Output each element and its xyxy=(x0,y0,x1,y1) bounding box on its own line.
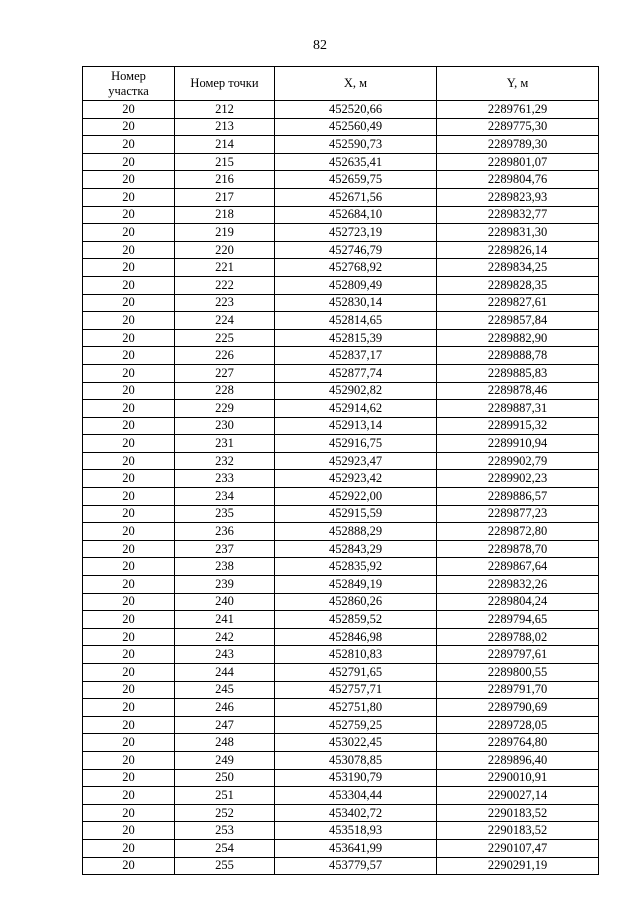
table-row xyxy=(83,611,599,629)
cell-x: 452877,74 xyxy=(275,364,437,382)
cell-y: 2289878,70 xyxy=(437,540,599,558)
cell-point-number: 253 xyxy=(175,822,275,840)
cell-y: 2289804,24 xyxy=(437,593,599,611)
cell-x: 452859,52 xyxy=(275,611,437,629)
cell-plot-number: 20 xyxy=(83,540,175,558)
cell-point-number: 220 xyxy=(175,241,275,259)
cell-point-number: 234 xyxy=(175,488,275,506)
header-plot-line1: Номер xyxy=(111,68,146,83)
cell-y: 2289823,93 xyxy=(437,188,599,206)
table-row xyxy=(83,857,599,875)
cell-y: 2289857,84 xyxy=(437,312,599,330)
cell-point-number: 222 xyxy=(175,276,275,294)
table-row xyxy=(83,101,599,119)
cell-point-number: 240 xyxy=(175,593,275,611)
cell-y: 2289831,30 xyxy=(437,224,599,242)
cell-point-number: 244 xyxy=(175,664,275,682)
table-row xyxy=(83,804,599,822)
table-row xyxy=(83,364,599,382)
table-body xyxy=(83,101,599,875)
cell-plot-number: 20 xyxy=(83,347,175,365)
cell-x: 452520,66 xyxy=(275,101,437,119)
table-row xyxy=(83,118,599,136)
cell-plot-number: 20 xyxy=(83,329,175,347)
table-row xyxy=(83,188,599,206)
header-plot-line2: участка xyxy=(108,83,149,98)
cell-x: 452635,41 xyxy=(275,153,437,171)
cell-x: 452837,17 xyxy=(275,347,437,365)
table-row xyxy=(83,153,599,171)
cell-y: 2289828,35 xyxy=(437,276,599,294)
cell-point-number: 237 xyxy=(175,540,275,558)
table-row xyxy=(83,558,599,576)
cell-y: 2289797,61 xyxy=(437,646,599,664)
cell-y: 2289888,78 xyxy=(437,347,599,365)
cell-plot-number: 20 xyxy=(83,206,175,224)
cell-y: 2289867,64 xyxy=(437,558,599,576)
table-row xyxy=(83,294,599,312)
cell-x: 452888,29 xyxy=(275,523,437,541)
cell-point-number: 217 xyxy=(175,188,275,206)
cell-x: 452757,71 xyxy=(275,681,437,699)
cell-x: 452746,79 xyxy=(275,241,437,259)
cell-y: 2289794,65 xyxy=(437,611,599,629)
table-row xyxy=(83,312,599,330)
cell-plot-number: 20 xyxy=(83,857,175,875)
cell-point-number: 231 xyxy=(175,435,275,453)
cell-y: 2289878,46 xyxy=(437,382,599,400)
header-y: Y, м xyxy=(437,67,599,101)
cell-y: 2289915,32 xyxy=(437,417,599,435)
cell-plot-number: 20 xyxy=(83,769,175,787)
cell-y: 2290027,14 xyxy=(437,787,599,805)
table-row xyxy=(83,435,599,453)
table-row xyxy=(83,751,599,769)
cell-y: 2289804,76 xyxy=(437,171,599,189)
cell-point-number: 243 xyxy=(175,646,275,664)
cell-point-number: 213 xyxy=(175,118,275,136)
cell-x: 453078,85 xyxy=(275,751,437,769)
cell-y: 2289800,55 xyxy=(437,664,599,682)
cell-plot-number: 20 xyxy=(83,558,175,576)
table-row xyxy=(83,488,599,506)
cell-x: 452684,10 xyxy=(275,206,437,224)
table-row xyxy=(83,787,599,805)
table-row xyxy=(83,347,599,365)
cell-point-number: 219 xyxy=(175,224,275,242)
cell-point-number: 224 xyxy=(175,312,275,330)
cell-plot-number: 20 xyxy=(83,505,175,523)
cell-plot-number: 20 xyxy=(83,593,175,611)
cell-plot-number: 20 xyxy=(83,681,175,699)
cell-x: 452923,47 xyxy=(275,452,437,470)
cell-x: 452810,83 xyxy=(275,646,437,664)
cell-y: 2289728,05 xyxy=(437,716,599,734)
cell-x: 452849,19 xyxy=(275,576,437,594)
table-row xyxy=(83,259,599,277)
table-row xyxy=(83,540,599,558)
cell-plot-number: 20 xyxy=(83,136,175,154)
cell-x: 452659,75 xyxy=(275,171,437,189)
cell-plot-number: 20 xyxy=(83,241,175,259)
cell-y: 2290291,19 xyxy=(437,857,599,875)
cell-point-number: 218 xyxy=(175,206,275,224)
table-row xyxy=(83,628,599,646)
cell-point-number: 226 xyxy=(175,347,275,365)
cell-plot-number: 20 xyxy=(83,118,175,136)
cell-x: 452902,82 xyxy=(275,382,437,400)
cell-x: 452835,92 xyxy=(275,558,437,576)
cell-point-number: 239 xyxy=(175,576,275,594)
table-row xyxy=(83,400,599,418)
cell-y: 2289910,94 xyxy=(437,435,599,453)
cell-x: 452830,14 xyxy=(275,294,437,312)
cell-y: 2289761,29 xyxy=(437,101,599,119)
cell-plot-number: 20 xyxy=(83,364,175,382)
cell-plot-number: 20 xyxy=(83,435,175,453)
cell-point-number: 238 xyxy=(175,558,275,576)
cell-y: 2289832,77 xyxy=(437,206,599,224)
cell-y: 2289790,69 xyxy=(437,699,599,717)
cell-y: 2289896,40 xyxy=(437,751,599,769)
cell-plot-number: 20 xyxy=(83,294,175,312)
cell-x: 452768,92 xyxy=(275,259,437,277)
cell-point-number: 255 xyxy=(175,857,275,875)
cell-x: 452671,56 xyxy=(275,188,437,206)
cell-y: 2290183,52 xyxy=(437,804,599,822)
header-plot-number xyxy=(83,67,175,101)
cell-plot-number: 20 xyxy=(83,646,175,664)
cell-y: 2290183,52 xyxy=(437,822,599,840)
cell-point-number: 249 xyxy=(175,751,275,769)
cell-x: 452846,98 xyxy=(275,628,437,646)
cell-point-number: 245 xyxy=(175,681,275,699)
cell-point-number: 230 xyxy=(175,417,275,435)
cell-plot-number: 20 xyxy=(83,751,175,769)
cell-x: 452923,42 xyxy=(275,470,437,488)
table-row xyxy=(83,241,599,259)
cell-point-number: 251 xyxy=(175,787,275,805)
table-row xyxy=(83,523,599,541)
cell-point-number: 216 xyxy=(175,171,275,189)
cell-y: 2289877,23 xyxy=(437,505,599,523)
cell-plot-number: 20 xyxy=(83,452,175,470)
cell-plot-number: 20 xyxy=(83,699,175,717)
cell-x: 453304,44 xyxy=(275,787,437,805)
cell-point-number: 214 xyxy=(175,136,275,154)
table-row xyxy=(83,699,599,717)
cell-point-number: 221 xyxy=(175,259,275,277)
cell-plot-number: 20 xyxy=(83,822,175,840)
cell-y: 2289826,14 xyxy=(437,241,599,259)
cell-point-number: 223 xyxy=(175,294,275,312)
cell-x: 452560,49 xyxy=(275,118,437,136)
table-row xyxy=(83,206,599,224)
cell-x: 452915,59 xyxy=(275,505,437,523)
cell-plot-number: 20 xyxy=(83,382,175,400)
cell-y: 2289791,70 xyxy=(437,681,599,699)
table-row xyxy=(83,716,599,734)
cell-x: 452914,62 xyxy=(275,400,437,418)
cell-plot-number: 20 xyxy=(83,734,175,752)
cell-plot-number: 20 xyxy=(83,576,175,594)
cell-y: 2289788,02 xyxy=(437,628,599,646)
cell-point-number: 235 xyxy=(175,505,275,523)
cell-point-number: 248 xyxy=(175,734,275,752)
cell-y: 2289789,30 xyxy=(437,136,599,154)
cell-x: 452815,39 xyxy=(275,329,437,347)
table-row xyxy=(83,276,599,294)
cell-x: 453022,45 xyxy=(275,734,437,752)
coordinates-table xyxy=(82,66,599,875)
cell-plot-number: 20 xyxy=(83,488,175,506)
cell-point-number: 246 xyxy=(175,699,275,717)
table-row xyxy=(83,417,599,435)
table-header-row xyxy=(83,67,599,101)
cell-y: 2289886,57 xyxy=(437,488,599,506)
cell-plot-number: 20 xyxy=(83,716,175,734)
cell-plot-number: 20 xyxy=(83,276,175,294)
page-number: 82 xyxy=(313,38,327,53)
cell-y: 2289902,23 xyxy=(437,470,599,488)
cell-plot-number: 20 xyxy=(83,400,175,418)
table-row xyxy=(83,646,599,664)
cell-point-number: 215 xyxy=(175,153,275,171)
cell-y: 2289832,26 xyxy=(437,576,599,594)
header-x: X, м xyxy=(275,67,437,101)
table-row xyxy=(83,681,599,699)
cell-point-number: 247 xyxy=(175,716,275,734)
table-row xyxy=(83,734,599,752)
table-row xyxy=(83,839,599,857)
cell-plot-number: 20 xyxy=(83,153,175,171)
cell-plot-number: 20 xyxy=(83,839,175,857)
cell-plot-number: 20 xyxy=(83,312,175,330)
cell-point-number: 252 xyxy=(175,804,275,822)
cell-plot-number: 20 xyxy=(83,417,175,435)
cell-x: 452860,26 xyxy=(275,593,437,611)
cell-point-number: 228 xyxy=(175,382,275,400)
cell-x: 452590,73 xyxy=(275,136,437,154)
cell-x: 452916,75 xyxy=(275,435,437,453)
cell-point-number: 229 xyxy=(175,400,275,418)
cell-y: 2290010,91 xyxy=(437,769,599,787)
cell-plot-number: 20 xyxy=(83,664,175,682)
cell-point-number: 232 xyxy=(175,452,275,470)
cell-plot-number: 20 xyxy=(83,611,175,629)
cell-point-number: 250 xyxy=(175,769,275,787)
cell-x: 452809,49 xyxy=(275,276,437,294)
cell-x: 452723,19 xyxy=(275,224,437,242)
cell-x: 453779,57 xyxy=(275,857,437,875)
cell-x: 452814,65 xyxy=(275,312,437,330)
table-row xyxy=(83,136,599,154)
cell-x: 452759,25 xyxy=(275,716,437,734)
cell-y: 2289775,30 xyxy=(437,118,599,136)
cell-y: 2289834,25 xyxy=(437,259,599,277)
cell-x: 453190,79 xyxy=(275,769,437,787)
cell-point-number: 241 xyxy=(175,611,275,629)
cell-x: 452922,00 xyxy=(275,488,437,506)
cell-y: 2289872,80 xyxy=(437,523,599,541)
cell-y: 2289801,07 xyxy=(437,153,599,171)
table-row xyxy=(83,329,599,347)
cell-plot-number: 20 xyxy=(83,523,175,541)
cell-plot-number: 20 xyxy=(83,224,175,242)
table-row xyxy=(83,224,599,242)
cell-plot-number: 20 xyxy=(83,101,175,119)
table-row xyxy=(83,382,599,400)
cell-x: 452791,65 xyxy=(275,664,437,682)
cell-plot-number: 20 xyxy=(83,804,175,822)
cell-point-number: 254 xyxy=(175,839,275,857)
cell-y: 2289764,80 xyxy=(437,734,599,752)
cell-x: 453641,99 xyxy=(275,839,437,857)
cell-point-number: 242 xyxy=(175,628,275,646)
cell-point-number: 236 xyxy=(175,523,275,541)
table-row xyxy=(83,452,599,470)
cell-y: 2290107,47 xyxy=(437,839,599,857)
cell-y: 2289827,61 xyxy=(437,294,599,312)
table-row xyxy=(83,470,599,488)
cell-point-number: 225 xyxy=(175,329,275,347)
cell-plot-number: 20 xyxy=(83,470,175,488)
cell-plot-number: 20 xyxy=(83,628,175,646)
table-row xyxy=(83,505,599,523)
cell-y: 2289902,79 xyxy=(437,452,599,470)
cell-x: 452751,80 xyxy=(275,699,437,717)
cell-x: 452913,14 xyxy=(275,417,437,435)
cell-plot-number: 20 xyxy=(83,188,175,206)
cell-point-number: 212 xyxy=(175,101,275,119)
table-row xyxy=(83,171,599,189)
table-row xyxy=(83,593,599,611)
table-row xyxy=(83,822,599,840)
header-point-number: Номер точки xyxy=(175,67,275,101)
cell-point-number: 227 xyxy=(175,364,275,382)
cell-point-number: 233 xyxy=(175,470,275,488)
cell-y: 2289885,83 xyxy=(437,364,599,382)
cell-plot-number: 20 xyxy=(83,787,175,805)
cell-plot-number: 20 xyxy=(83,259,175,277)
table-row xyxy=(83,576,599,594)
cell-y: 2289882,90 xyxy=(437,329,599,347)
cell-y: 2289887,31 xyxy=(437,400,599,418)
table-row xyxy=(83,769,599,787)
cell-plot-number: 20 xyxy=(83,171,175,189)
cell-x: 453402,72 xyxy=(275,804,437,822)
table-row xyxy=(83,664,599,682)
cell-x: 452843,29 xyxy=(275,540,437,558)
cell-x: 453518,93 xyxy=(275,822,437,840)
